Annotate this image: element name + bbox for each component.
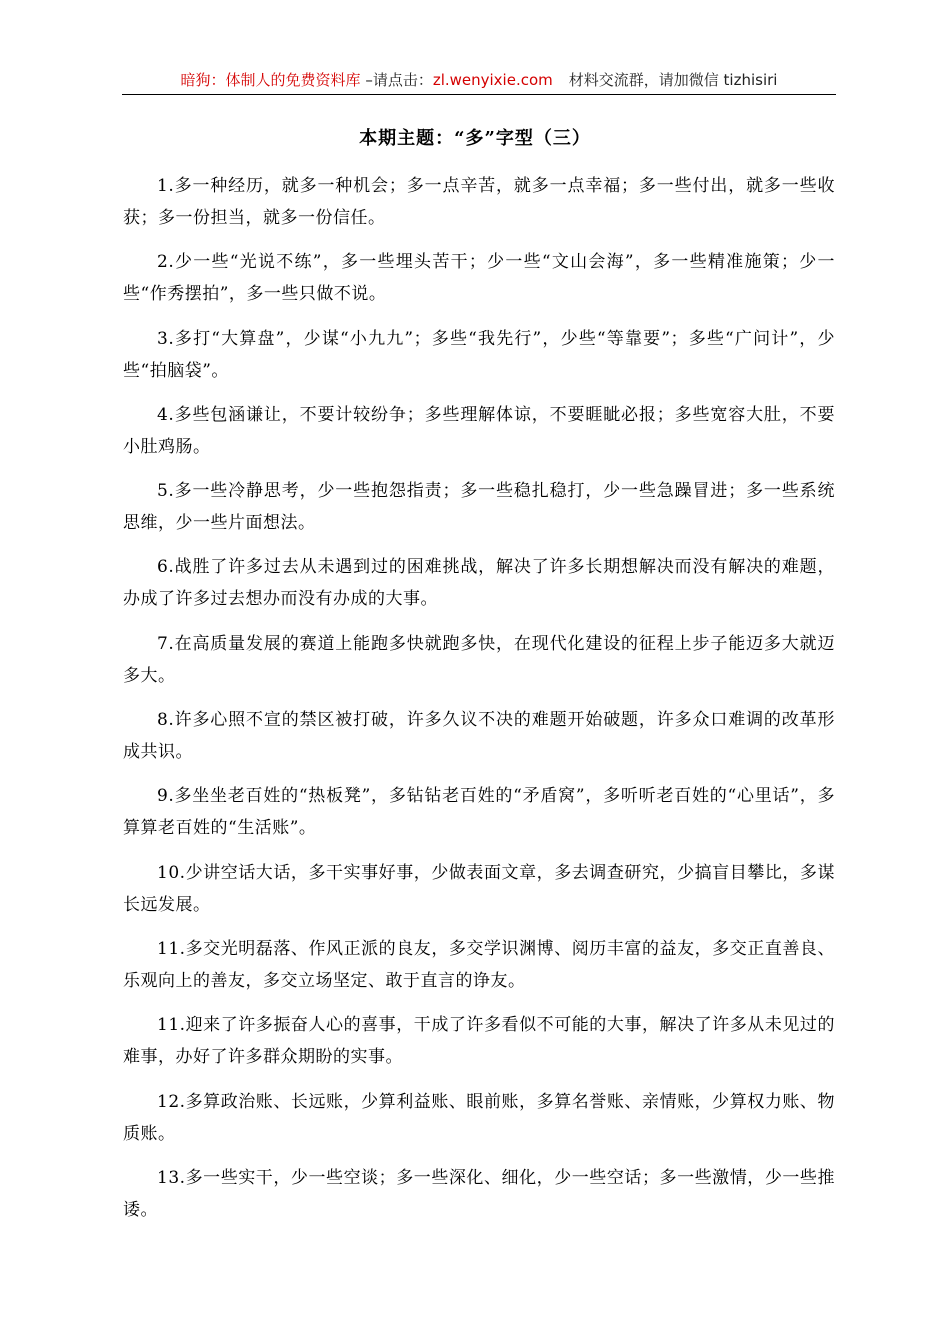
paragraph: 4.多些包涵谦让，不要计较纷争；多些理解体谅，不要睚眦必报；多些宽容大肚，不要小肚鸡肠。 — [123, 404, 835, 457]
paragraph: 11.多交光明磊落、作风正派的良友，多交学识渊博、阅历丰富的益友，多交正直善良、乐观向上的善友，多交立场坚定、敢于直言的诤友。 — [123, 938, 835, 991]
document-title: 本期主题：“多”字型（三） — [359, 128, 591, 149]
paragraph: 11.迎来了许多振奋人心的喜事，干成了许多看似不可能的大事，解决了许多从未见过的难事，办好了许多群众期盼的实事。 — [123, 1015, 835, 1068]
paragraph: 2.少一些“光说不练”，多一些埋头苦干；少一些“文山会海”，多一些精准施策；少一些“作秀摆拍”，多一些只做不说。 — [123, 252, 835, 305]
document-body — [123, 170, 835, 1238]
header-wechat-note: 材料交流群，请加微信 tizhisiri — [568, 71, 778, 89]
paragraph: 5.多一些冷静思考，少一些抱怨指责；多一些稳扎稳打，少一些急躁冒进；多一些系统思维，少一些片面想法。 — [123, 481, 835, 534]
paragraph: 9.多坐坐老百姓的“热板凳”，多钻钻老百姓的“矛盾窝”，多听听老百姓的“心里话”，多算算老百姓的“生活账”。 — [123, 786, 835, 839]
paragraph: 10.少讲空话大话，多干实事好事，少做表面文章，多去调查研究，少搞盲目攀比，多谋长远发展。 — [123, 862, 835, 915]
header-site-name: 暗狗：体制人的免费资料库 — [180, 71, 361, 89]
header-click-prompt: –请点击： — [360, 71, 433, 89]
paragraph: 7.在高质量发展的赛道上能跑多快就跑多快，在现代化建设的征程上步子能迈多大就迈多大。 — [123, 633, 835, 686]
paragraph: 12.多算政治账、长远账，少算利益账、眼前账，多算名誉账、亲情账，少算权力账、物质账。 — [123, 1091, 835, 1144]
paragraph: 13.多一些实干，少一些空谈；多一些深化、细化，少一些空话；多一些激情，少一些推诿。 — [123, 1167, 835, 1220]
paragraph: 6.战胜了许多过去从未遇到过的困难挑战，解决了许多长期想解决而没有解决的难题，办成了许多过去想办而没有办成的大事。 — [123, 557, 835, 610]
page-header — [122, 66, 836, 95]
header-site-link[interactable]: zl.wenyixie.com — [432, 71, 553, 89]
paragraph: 3.多打“大算盘”，少谋“小九九”；多些“我先行”，少些“等靠要”；多些“广问计”，少些“拍脑袋”。 — [123, 328, 835, 381]
paragraph: 8.许多心照不宣的禁区被打破，许多久议不决的难题开始破题，许多众口难调的改革形成共识。 — [123, 710, 835, 763]
paragraph: 1.多一种经历，就多一种机会；多一点辛苦，就多一点幸福；多一些付出，就多一些收获；多一份担当，就多一份信任。 — [123, 176, 835, 228]
